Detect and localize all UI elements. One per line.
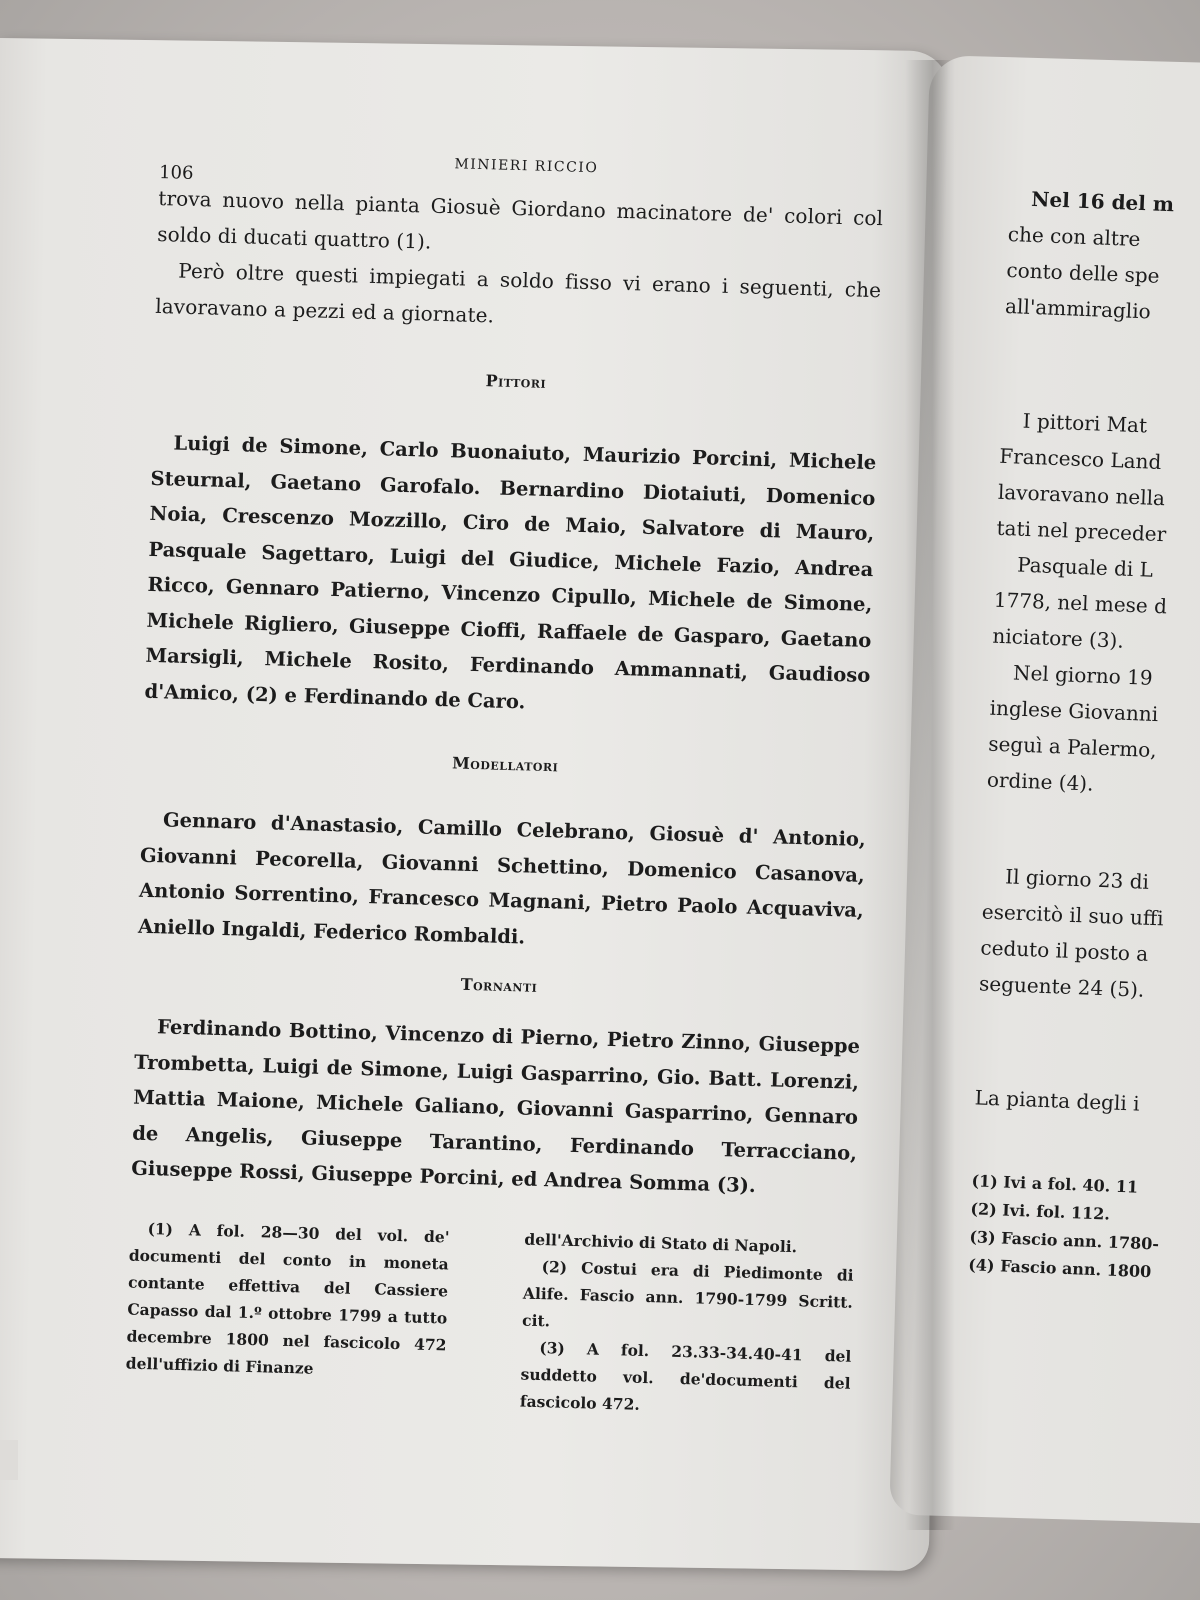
right-line: tati nel preceder [996,515,1167,547]
right-line: esercitò il suo uffi [981,899,1164,931]
section-text-pittori: Luigi de Simone, Carlo Buonaiuto, Maurizio Porcini, Michele Steurnal, Gaetano Garofalo. Bernardino Diotaiuti, Domenico Noia, Crescenzo Mozzillo, Ciro de Maio, Salvatore di Mauro, Pasquale Sagettaro, Luigi del Giudice, Michele Fazio, Andrea Ricco, Gennaro Patierno, Vincenzo Cipullo, Michele de Simone, Michele Rigliero, Giuseppe Cioffi, Raffaele de Gasparo, Gaetano Marsigli, Michele Rosito, Ferdinando Ammannati, Gaudioso d'Amico, (2) e Ferdinando de Caro. [144,431,877,713]
right-footnote: (2) Ivi. fol. 112. [970,1199,1111,1224]
footnote-2: (2) Costui era di Piedimonte di Alife. Fascio ann. 1790-1799 Scritt. cit. [521,1256,854,1330]
right-line: seguì a Palermo, [987,731,1158,763]
right-line: Nel 16 del m [1030,186,1175,217]
right-line: conto delle spe [1006,257,1160,288]
right-line: Il giorno 23 di [1004,864,1150,894]
right-line: all'ammiraglio [1004,293,1152,324]
right-line: inglese Giovanni [989,695,1159,727]
right-line: lavoravano nella [997,479,1166,511]
right-line: seguente 24 (5). [978,971,1145,1002]
section-text-modellatori: Gennaro d'Anastasio, Camillo Celebrano, Giosuè d' Antonio, Giovanni Pecorella, Giovanni Schettino, Domenico Casanova, Antonio Sorrentino, Francesco Magnani, Pietro Paolo Acquaviva, Aniello Ingaldi, Federico Rombaldi. [137,808,867,949]
right-line: ceduto il posto a [980,935,1149,966]
footnotes [125,1214,855,1423]
right-line: ordine (4). [986,767,1094,796]
intro-paragraph-2: Però oltre questi impiegati a soldo fisso vi erano i seguenti, che lavoravano a pezzi ed a giornate. [155,258,882,328]
left-page-text [125,140,885,1423]
right-footnote: (3) Fascio ann. 1780- [969,1227,1160,1254]
page-number: 106 [158,161,194,184]
right-line: Nel giorno 19 [1012,660,1154,690]
footnote-3: (3) A fol. 23.33-34.40-41 del suddetto vol. de'documenti del fascicolo 472. [519,1337,852,1414]
section-text-tornanti: Ferdinando Bottino, Vincenzo di Pierno, Pietro Zinno, Giuseppe Trombetta, Luigi de Simone, Luigi Gasparrino, Gio. Batt. Lorenzi, Mattia Maione, Michele Galiano, Giovanni Gasparrino, Gennaro de Angelis, Giuseppe Tarantino, Ferdinando Terracciano, Giuseppe Rossi, Giuseppe Porcini, ed Andrea Somma (3). [130,1015,861,1198]
section-title-tornanti: Tornanti [460,974,538,996]
footnote-1-continuation: dell'Archivio di Stato di Napoli. [524,1229,798,1256]
book-gutter [905,60,955,1530]
right-line: I pittori Mat [1022,408,1148,438]
right-page-text [968,180,1200,1289]
intro-paragraph-1: trova nuovo nella pianta Giosuè Giordano macinatore de' colori col soldo di ducati quattro (1). [157,185,884,254]
right-line: 1778, nel mese d [993,587,1168,619]
footnotes-column-left [125,1214,450,1412]
right-line: che con altre [1007,221,1141,252]
footnote-1: (1) A fol. 28—30 del vol. de' documenti del conto in moneta contante effettiva del Cassiere Capasso dal 1.º ottobre 1799 a tutto decembre 1800 nel fascicolo 472 dell'uffizio di Finanze [125,1218,450,1378]
right-line: Pasquale di L [1016,552,1154,582]
section-title-modellatori: Modellatori [451,753,559,776]
page-edge [0,1440,18,1480]
right-footnote: (4) Fascio ann. 1800 [967,1255,1152,1282]
section-title-pittori: Pittori [485,371,547,392]
footnotes-column-right [520,1225,855,1423]
running-head-title: MINIERI RICCIO [454,156,599,177]
right-footnote: (1) Ivi a fol. 40. 11 [971,1171,1139,1197]
right-line: Francesco Land [998,443,1162,475]
right-line: La pianta degli i [974,1085,1140,1116]
right-line: niciatore (3). [992,623,1125,653]
